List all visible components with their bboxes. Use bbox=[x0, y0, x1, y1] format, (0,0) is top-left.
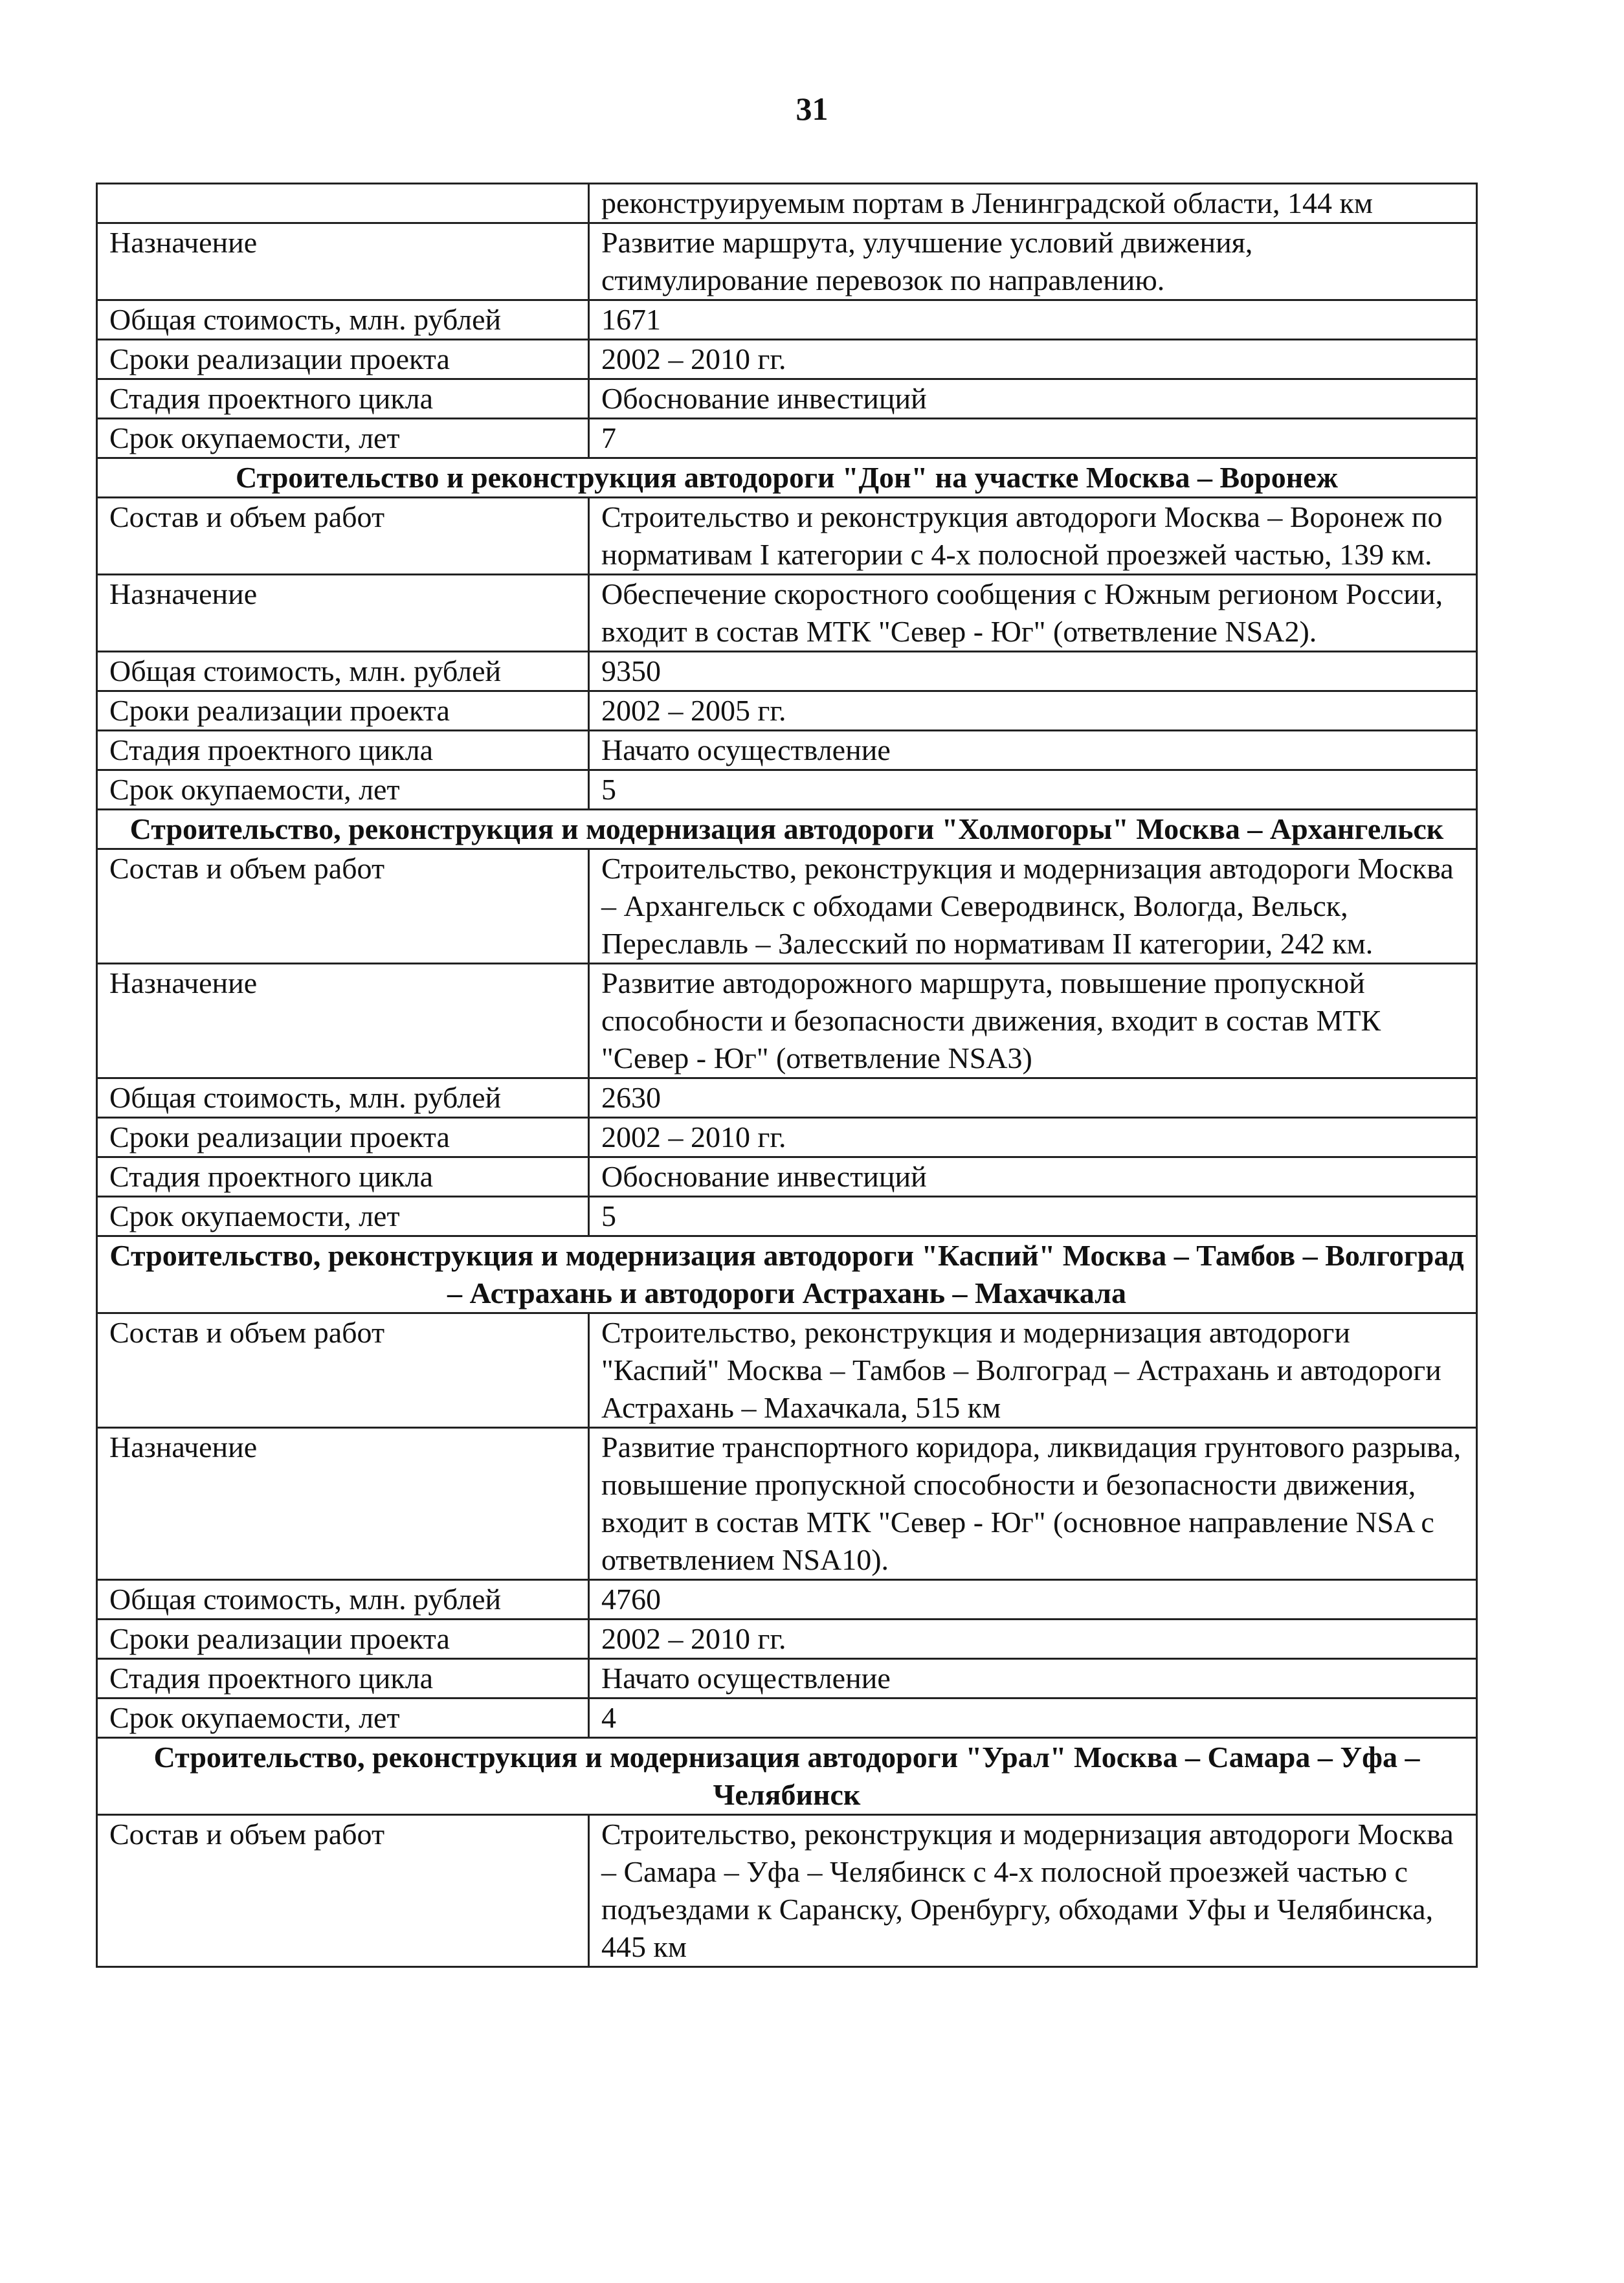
row-label: Общая стоимость, млн. рублей bbox=[97, 652, 589, 691]
table-row bbox=[97, 1197, 1477, 1236]
row-value: 2630 bbox=[589, 1078, 1477, 1118]
row-value: Обеспечение скоростного сообщения с Южным регионом России, входит в состав МТК "Север - Юг" (ответвление NSA2). bbox=[589, 575, 1477, 652]
table-row bbox=[97, 1118, 1477, 1157]
row-label: Сроки реализации проекта bbox=[97, 340, 589, 379]
row-label: Срок окупаемости, лет bbox=[97, 770, 589, 810]
section-title: Строительство и реконструкция автодороги "Дон" на участке Москва – Воронеж bbox=[97, 458, 1477, 498]
row-label bbox=[97, 184, 589, 223]
row-value: 2002 – 2005 гг. bbox=[589, 691, 1477, 731]
section-header-row bbox=[97, 1236, 1477, 1313]
row-value: Обоснование инвестиций bbox=[589, 379, 1477, 419]
row-label: Стадия проектного цикла bbox=[97, 731, 589, 770]
row-label: Сроки реализации проекта bbox=[97, 1118, 589, 1157]
section-header-row bbox=[97, 810, 1477, 849]
row-value: 5 bbox=[589, 770, 1477, 810]
row-label: Назначение bbox=[97, 964, 589, 1078]
row-label: Срок окупаемости, лет bbox=[97, 1197, 589, 1236]
page-number: 31 bbox=[795, 91, 829, 127]
table-row bbox=[97, 731, 1477, 770]
table-row bbox=[97, 652, 1477, 691]
row-value: Обоснование инвестиций bbox=[589, 1157, 1477, 1197]
row-label: Стадия проектного цикла bbox=[97, 1659, 589, 1698]
row-label: Назначение bbox=[97, 223, 589, 300]
row-value: Начато осуществление bbox=[589, 1659, 1477, 1698]
table-row bbox=[97, 1157, 1477, 1197]
row-label: Срок окупаемости, лет bbox=[97, 1698, 589, 1738]
section-title: Строительство, реконструкция и модернизация автодороги "Урал" Москва – Самара – Уфа – Челябинск bbox=[97, 1738, 1477, 1815]
row-label: Сроки реализации проекта bbox=[97, 691, 589, 731]
row-value: Развитие транспортного коридора, ликвидация грунтового разрыва, повышение пропускной способности и безопасности движения, входит в состав МТК "Север - Юг" (основное направление NSA с ответвлением NSA10). bbox=[589, 1428, 1477, 1580]
table-row bbox=[97, 1698, 1477, 1738]
table-row bbox=[97, 691, 1477, 731]
row-value: 4 bbox=[589, 1698, 1477, 1738]
row-label: Назначение bbox=[97, 575, 589, 652]
row-value: 2002 – 2010 гг. bbox=[589, 1118, 1477, 1157]
row-label: Сроки реализации проекта bbox=[97, 1620, 589, 1659]
table-row bbox=[97, 1620, 1477, 1659]
table-row bbox=[97, 1815, 1477, 1967]
table-row bbox=[97, 419, 1477, 458]
row-value: 4760 bbox=[589, 1580, 1477, 1620]
table-row bbox=[97, 1313, 1477, 1428]
row-value: Строительство, реконструкция и модернизация автодороги Москва – Архангельск с обходами Северодвинск, Вологда, Вельск, Переславль – Залесский по нормативам II категории, 242 км. bbox=[589, 849, 1477, 964]
table-row bbox=[97, 223, 1477, 300]
row-label: Общая стоимость, млн. рублей bbox=[97, 1078, 589, 1118]
row-value: Развитие автодорожного маршрута, повышение пропускной способности и безопасности движения, входит в состав МТК "Север - Юг" (ответвление NSA3) bbox=[589, 964, 1477, 1078]
row-label: Срок окупаемости, лет bbox=[97, 419, 589, 458]
projects-table bbox=[96, 183, 1478, 1968]
section-header-row bbox=[97, 458, 1477, 498]
table-row bbox=[97, 1659, 1477, 1698]
row-label: Стадия проектного цикла bbox=[97, 379, 589, 419]
row-value: Начато осуществление bbox=[589, 731, 1477, 770]
row-label: Состав и объем работ bbox=[97, 849, 589, 964]
table-row bbox=[97, 1580, 1477, 1620]
row-label: Состав и объем работ bbox=[97, 1313, 589, 1428]
row-value: реконструируемым портам в Ленинградской области, 144 км bbox=[589, 184, 1477, 223]
table-row bbox=[97, 964, 1477, 1078]
table-row bbox=[97, 379, 1477, 419]
row-value: 9350 bbox=[589, 652, 1477, 691]
section-header-row bbox=[97, 1738, 1477, 1815]
table-row bbox=[97, 1078, 1477, 1118]
table-row bbox=[97, 340, 1477, 379]
row-value: 1671 bbox=[589, 300, 1477, 340]
row-value: 5 bbox=[589, 1197, 1477, 1236]
table-row bbox=[97, 1428, 1477, 1580]
row-label: Состав и объем работ bbox=[97, 498, 589, 575]
row-value: 2002 – 2010 гг. bbox=[589, 340, 1477, 379]
row-value: Строительство, реконструкция и модернизация автодороги "Каспий" Москва – Тамбов – Волгоград – Астрахань и автодороги Астрахань – Махачкала, 515 км bbox=[589, 1313, 1477, 1428]
table-row bbox=[97, 575, 1477, 652]
table-row bbox=[97, 300, 1477, 340]
table-row bbox=[97, 498, 1477, 575]
section-title: Строительство, реконструкция и модернизация автодороги "Холмогоры" Москва – Архангельск bbox=[97, 810, 1477, 849]
row-label: Общая стоимость, млн. рублей bbox=[97, 300, 589, 340]
row-label: Общая стоимость, млн. рублей bbox=[97, 1580, 589, 1620]
table-row bbox=[97, 184, 1477, 223]
row-value: Строительство, реконструкция и модернизация автодороги Москва – Самара – Уфа – Челябинск с 4-х полосной проезжей частью с подъездами к Саранску, Оренбургу, обходами Уфы и Челябинска, 445 км bbox=[589, 1815, 1477, 1967]
row-label: Назначение bbox=[97, 1428, 589, 1580]
row-label: Состав и объем работ bbox=[97, 1815, 589, 1967]
table-row bbox=[97, 849, 1477, 964]
row-value: Строительство и реконструкция автодороги Москва – Воронеж по нормативам I категории с 4-х полосной проезжей частью, 139 км. bbox=[589, 498, 1477, 575]
row-value: 2002 – 2010 гг. bbox=[589, 1620, 1477, 1659]
row-value: Развитие маршрута, улучшение условий движения, стимулирование перевозок по направлению. bbox=[589, 223, 1477, 300]
table-row bbox=[97, 770, 1477, 810]
row-value: 7 bbox=[589, 419, 1477, 458]
row-label: Стадия проектного цикла bbox=[97, 1157, 589, 1197]
section-title: Строительство, реконструкция и модернизация автодороги "Каспий" Москва – Тамбов – Волгоград – Астрахань и автодороги Астрахань – Махачкала bbox=[97, 1236, 1477, 1313]
